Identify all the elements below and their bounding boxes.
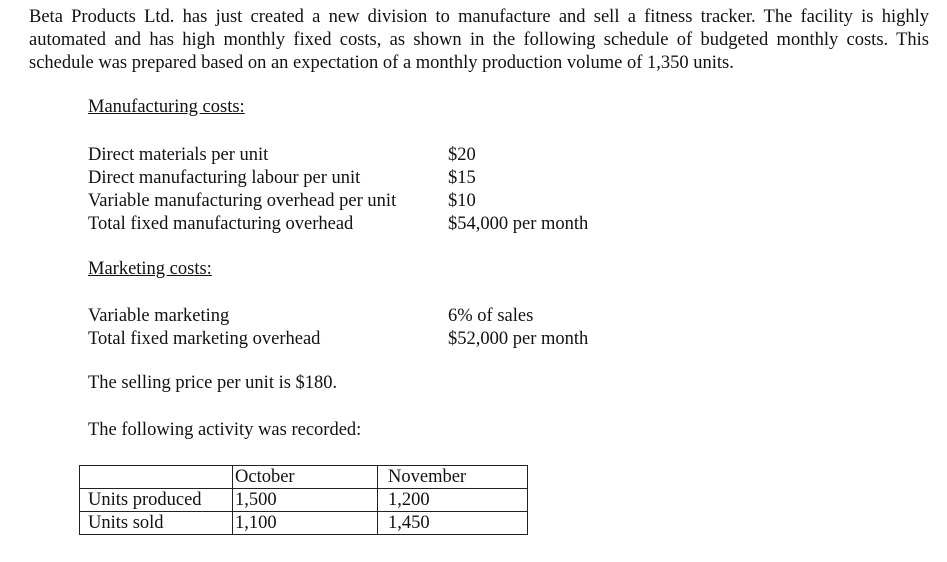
cost-label: Total fixed manufacturing overhead	[88, 214, 354, 234]
table-cell: Units sold	[80, 512, 233, 535]
cost-value: $54,000 per month	[448, 214, 589, 234]
table-row	[80, 512, 528, 535]
cost-label: Total fixed marketing overhead	[88, 329, 321, 349]
table-row	[80, 489, 528, 512]
cost-value: $20	[448, 145, 476, 165]
cost-label: Direct materials per unit	[88, 145, 269, 165]
cost-label: Direct manufacturing labour per unit	[88, 168, 361, 188]
table-cell: 1,100	[233, 512, 378, 535]
activity-table	[79, 465, 528, 535]
selling-price-statement: The selling price per unit is $180.	[88, 373, 338, 393]
cost-value: 6% of sales	[448, 306, 534, 326]
cost-value: $52,000 per month	[448, 329, 589, 349]
table-cell: 1,200	[378, 489, 528, 512]
cost-value: $15	[448, 168, 476, 188]
table-header-cell: October	[233, 466, 378, 489]
marketing-costs-heading: Marketing costs:	[88, 259, 212, 279]
activity-intro: The following activity was recorded:	[88, 420, 362, 440]
table-cell: Units produced	[80, 489, 233, 512]
cost-label: Variable marketing	[88, 306, 230, 326]
table-cell: 1,500	[233, 489, 378, 512]
table-header-row	[80, 466, 528, 489]
manufacturing-costs-heading: Manufacturing costs:	[88, 97, 245, 117]
problem-intro: Beta Products Ltd. has just created a new division to manufacture and sell a fitness tracker. The facility is highly automated and has high monthly fixed costs, as shown in the following schedule of budgeted monthly costs. This schedule was prepared based on an expectation of a monthly production volume of 1,350 units.	[29, 7, 929, 73]
cost-label: Variable manufacturing overhead per unit	[88, 191, 397, 211]
table-header-cell: November	[378, 466, 528, 489]
table-header-cell	[80, 466, 233, 489]
table-cell: 1,450	[378, 512, 528, 535]
cost-value: $10	[448, 191, 476, 211]
